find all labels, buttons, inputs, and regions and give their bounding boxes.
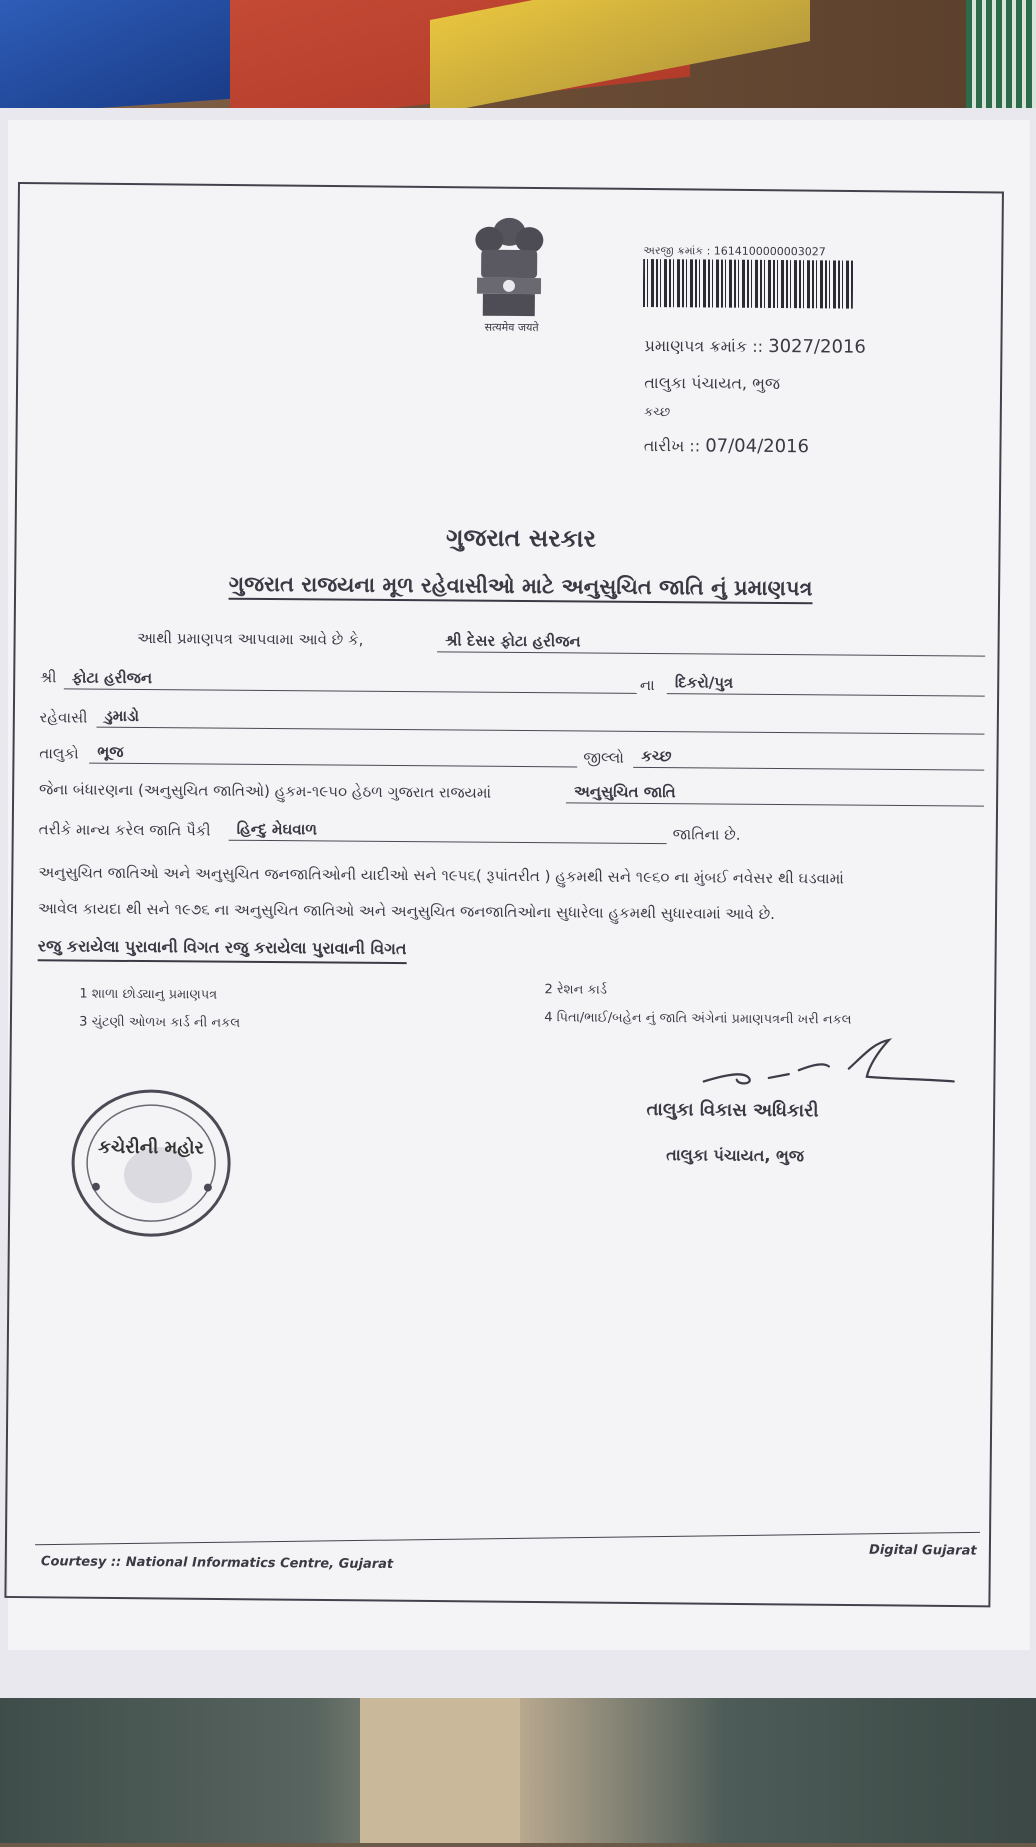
- office-seal-stamp: [65, 1082, 236, 1243]
- father-name: ફોટા હરીજન: [64, 666, 637, 693]
- application-number: અરજી ક્રમાંક : 1614100000003027: [643, 243, 826, 259]
- date-row: [644, 435, 809, 457]
- seal-label: કચેરીની મહોર: [98, 1136, 204, 1159]
- resident-label: રહેવાસી: [39, 708, 88, 727]
- certificate-number: 3027/2016: [768, 335, 866, 358]
- document-item: 2 રેશન કાર્ડ: [544, 982, 607, 998]
- digital-gujarat-brand: Digital Gujarat: [869, 1542, 977, 1559]
- documents-section-title: રજુ કરાયેલા પુરાવાની વિગત રજુ કરાયેલા પુરાવાની વિગત: [38, 936, 407, 964]
- taluka-label: તાલુકો: [39, 744, 79, 763]
- document-item: 3 ચુંટણી ઓળખ કાર્ડ ની નકલ: [79, 1014, 241, 1031]
- shri-label: શ્રી: [39, 668, 57, 687]
- district: કચ્છ: [633, 745, 984, 771]
- certificate-heading: [3, 570, 1036, 603]
- district-label: જીલ્લો: [583, 748, 625, 767]
- officer-office: તાલુકા પંચાયત, ભુજ: [666, 1145, 805, 1166]
- caste: હિન્દુ મેઘવાળ: [229, 818, 667, 844]
- courtesy-text: Courtesy :: National Informatics Centre, Gujarat: [40, 1554, 394, 1573]
- date-label: તારીખ ::: [643, 435, 701, 456]
- document-item: 4 પિતા/ભાઈ/બહેન નું જાતિ અંગેનાં પ્રમાણપત્રની ખરી નકલ: [544, 1010, 852, 1028]
- certificate-number-row: [644, 335, 865, 358]
- government-title: ગુજરાત સરકાર: [445, 523, 597, 553]
- category: અનુસુચિત જાતિ: [566, 780, 984, 806]
- issuing-office: તાલુકા પંચાયત, ભુજ: [644, 372, 781, 394]
- village: ડુમાડો: [97, 705, 985, 735]
- taluka: ભૂજ: [89, 741, 577, 768]
- legal-paragraph-line-1: અનુસુચિત જાતિઓ અને અનુસુચિત જનજાતિઓની યાદીઓ સને ૧૯૫૬( રૂપાંતરીત ) હુકમથી સને ૧૯૬૦ ના મુંબઈ નવેસર થી ઘડવામાં: [38, 863, 844, 888]
- issue-date: 07/04/2016: [705, 435, 810, 458]
- na-label: ના: [639, 675, 655, 695]
- document-item: 1 શાળા છોડ્યાનુ પ્રમાણપત્ર: [79, 986, 218, 1003]
- caste-suffix: જાતિના છે.: [672, 825, 741, 844]
- recognized-label: તરીકે માન્ય કરેલ જાતિ પૈકી: [38, 820, 211, 840]
- footer-divider: [35, 1532, 980, 1545]
- national-emblem-icon: [463, 210, 556, 336]
- intro-label: આથી પ્રમાણપત્ર આપવામા આવે છે કે,: [137, 629, 364, 649]
- officer-signature: [699, 1033, 959, 1095]
- legal-paragraph-line-2: આવેલ કાયદા થી સને ૧૯૭૬ ના અનુસુચિત જાતિઓ અને અનુસુચિત જનજાતિઓના સુધારેલા હુકમથી સુધારવામાં આવે છે.: [38, 899, 776, 924]
- officer-designation: તાલુકા વિકાસ અધિકારી: [646, 1099, 819, 1122]
- certificate-heading-text: ગુજરાત રાજયના મૂળ રહેવાસીઓ માટે અનુસુચિત જાતિ નું પ્રમાણપત્ર: [229, 572, 813, 605]
- relation: દિકરો/પુત્ર: [667, 671, 985, 696]
- certificate-number-label: પ્રમાણપત્ર ક્રમાંક ::: [644, 335, 764, 356]
- applicant-name: શ્રી દેસર ફોટા હરીજન: [437, 629, 985, 656]
- issuing-district: કચ્છ: [643, 404, 671, 421]
- order-label: જેના બંધારણના (અનુસુચિત જાતિઓ) હુકમ-૧૯૫૦ હેઠળ ગુજરાત રાજયમાં: [38, 780, 492, 802]
- emblem-motto: सत्यमेव जयते: [484, 320, 539, 335]
- barcode: [643, 259, 853, 309]
